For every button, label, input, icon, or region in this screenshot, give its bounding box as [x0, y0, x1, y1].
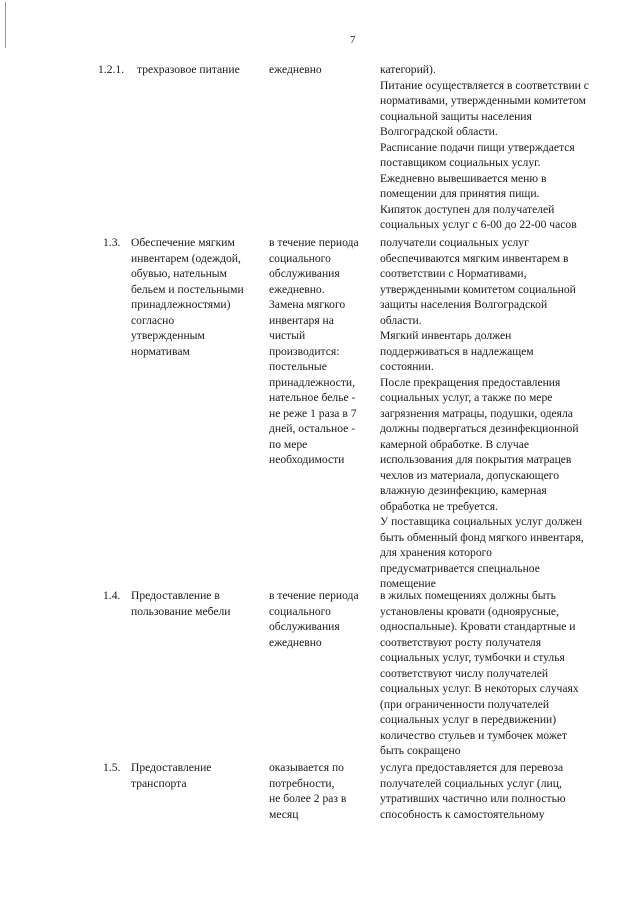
service-description: категорий). Питание осуществляется в соответствии с нормативами, утвержденными комитетом социальной защиты населения Волгоградской области. Расписание подачи пищи утверждается поставщиком социальных услуг. Ежедневно вывешивается меню в помещении для принятия пищи. Кипяток доступен для получателей социальных услуг с 6-00 до 22-00 часов [380, 63, 589, 231]
service-frequency: ежедневно [269, 63, 322, 76]
service-description: услуга предоставляется для перевоза получателей социальных услуг (лиц, утративших частично или полностью способность к самостоятельному [380, 761, 566, 821]
service-description: в жилых помещениях должны быть установлены кровати (одноярусные, односпальные). Кровати стандартные и соответствуют росту получателя социальных услуг, тумбочки и стулья соответствуют числу получателей социальных услуг. В некоторых случаях (при ограниченности получателей социальных услуг в передвижении) количество стульев и тумбочек может быть сокращено [380, 589, 579, 757]
page-number: 7 [350, 34, 356, 46]
row-number: 1.5. [103, 761, 121, 774]
scan-margin-line [5, 2, 6, 48]
service-name: Предоставление транспорта [131, 761, 212, 790]
service-description: получатели социальных услуг обеспечиваются мягким инвентарем в соответствии с Нормативами, утвержденными комитетом социальной защиты населения Волгоградской области. Мягкий инвентарь должен поддерживаться в надлежащем состоянии. После прекращения предоставления социальных услуг, а также по мере загрязнения матрацы, подушки, одеяла должны подвергаться дезинфекционной камерной обработке. В случае использования для покрытия матрацев чехлов из материала, допускающего влажную дезинфекцию, камерная обработка не требуется. У поставщика социальных услуг должен быть обменный фонд мягкого инвентаря, для хранения которого предусматривается специальное помещение [380, 236, 584, 590]
service-name: трехразовое питание [137, 63, 240, 76]
row-number: 1.3. [103, 236, 121, 249]
row-number: 1.4. [103, 589, 121, 602]
row-number: 1.2.1. [98, 63, 125, 76]
service-frequency: в течение периода социального обслуживания ежедневно. Замена мягкого инвентаря на чистый производится: постельные принадлежности, нательное белье - не реже 1 раза в 7 дней, остальное - по мере необходимости [269, 236, 359, 466]
service-frequency: оказывается по потребности, не более 2 раз в месяц [269, 761, 347, 821]
service-name: Предоставление в пользование мебели [131, 589, 231, 618]
service-name: Обеспечение мягким инвентарем (одеждой, обувью, нательным бельем и постельными принадлежностями) согласно утвержденным нормативам [131, 236, 244, 358]
service-frequency: в течение периода социального обслуживания ежедневно [269, 589, 359, 649]
